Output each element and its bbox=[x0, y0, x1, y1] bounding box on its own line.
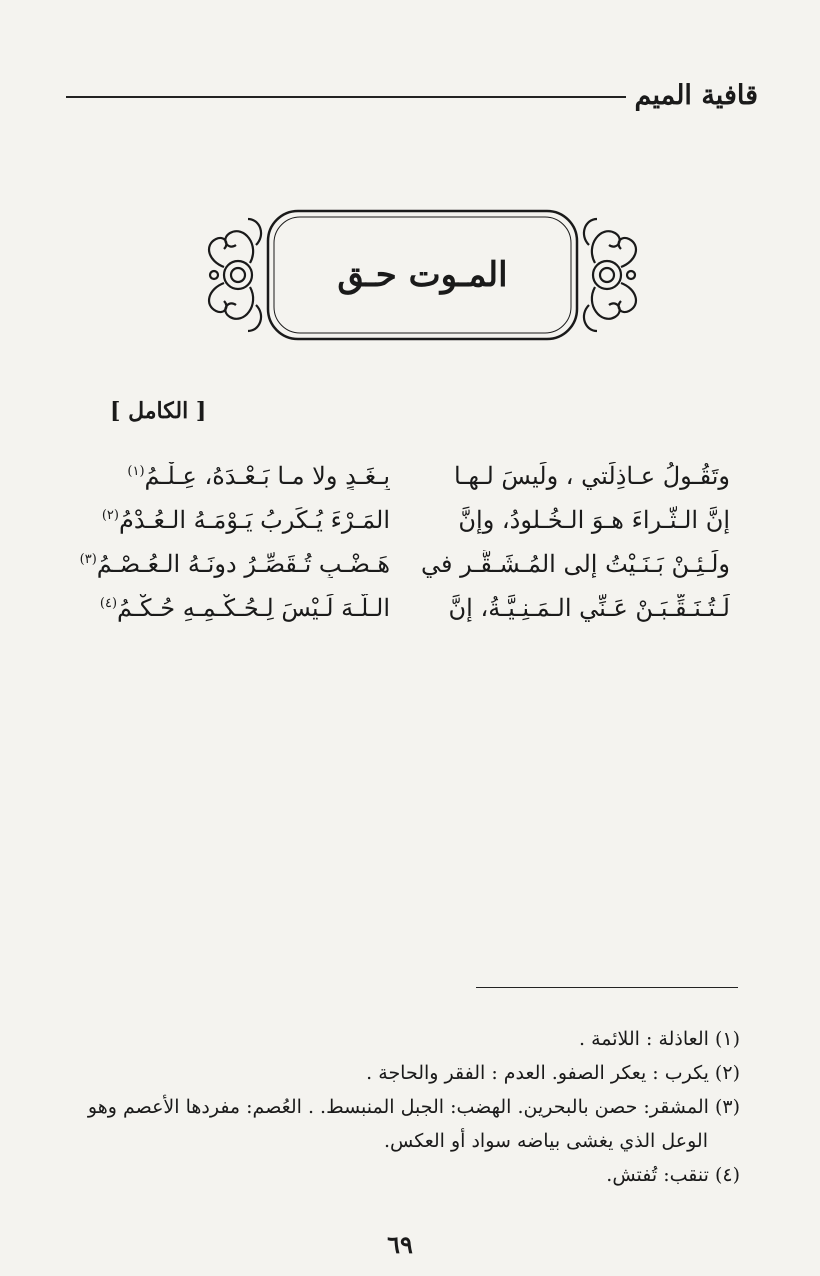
poem-title: المـوت حـق bbox=[337, 255, 508, 295]
footnote-marker: (٢) bbox=[101, 508, 119, 523]
hemistich-text: الـلَّـهَ لَـيْسَ لِـحُـكْـمِـهِ حُـكْـمُ bbox=[117, 594, 390, 622]
footnote-rule bbox=[476, 987, 738, 988]
verse-line bbox=[80, 594, 730, 638]
verse-first-hemistich: ولَـئِـنْ بَـنَـيْتُ إلى المُـشَـقَّـرِ في bbox=[421, 550, 730, 578]
verse-second-hemistich bbox=[80, 550, 390, 578]
poem-meter: [ الكامل ] bbox=[110, 398, 207, 424]
footnote-marker: (٤) bbox=[99, 596, 118, 611]
title-cartouche bbox=[200, 205, 645, 345]
hemistich-text: بِـغَـدٍ ولا مـا بَـعْـدَهُ، عِـلْـمُ bbox=[144, 462, 390, 490]
poem-verses bbox=[80, 462, 730, 638]
verse-second-hemistich bbox=[80, 462, 390, 490]
footnote-marker: (٣) bbox=[80, 552, 97, 567]
verse-line bbox=[80, 462, 730, 506]
page-number: ٦٩ bbox=[387, 1230, 413, 1259]
footnote: (٢) يكرب : يعكر الصفو. العدم : الفقر والحاجة . bbox=[366, 1062, 740, 1084]
footnotes bbox=[40, 1022, 740, 1192]
verse-first-hemistich: لَـتُـنَـقِّـبَـنْ عَـنِّي الـمَـنِـيَّـةُ، إنَّ bbox=[448, 594, 730, 622]
verse-line bbox=[80, 506, 730, 550]
verse-line bbox=[80, 550, 730, 594]
verse-first-hemistich: إنَّ الـثَّـراءَ هـوَ الـخُـلودُ، وإنَّ bbox=[458, 506, 730, 534]
hemistich-text: المَـرْءَ يُـكَرِبُ يَـوْمَـهُ الـعُـدْمُ bbox=[118, 506, 390, 534]
footnote: (٤) تنقب: تُفتش. bbox=[606, 1164, 740, 1186]
verse-first-hemistich: وتَقُـولُ عـاذِلَتي ، ولَيسَ لـهـا bbox=[454, 462, 730, 490]
header-rule bbox=[66, 96, 626, 98]
verse-second-hemistich bbox=[80, 506, 390, 534]
footnote: (٣) المشقر: حصن بالبحرين. الهضب: الجبل المنبسط. . العُصم: مفردها الأعصم وهو bbox=[87, 1096, 740, 1118]
footnote-marker: (١) bbox=[127, 464, 145, 479]
hemistich-text: هَـضْـبٍ تُـقَصِّـرُ دونَـهُ الـعُـصْـمُ bbox=[96, 550, 390, 578]
running-title: قافية الميم bbox=[634, 80, 758, 111]
verse-second-hemistich bbox=[80, 594, 390, 622]
footnote: (١) العاذلة : اللائمة . bbox=[579, 1028, 740, 1050]
footnote-continuation: الوعل الذي يغشى بياضه سواد أو العكس. bbox=[383, 1130, 708, 1152]
